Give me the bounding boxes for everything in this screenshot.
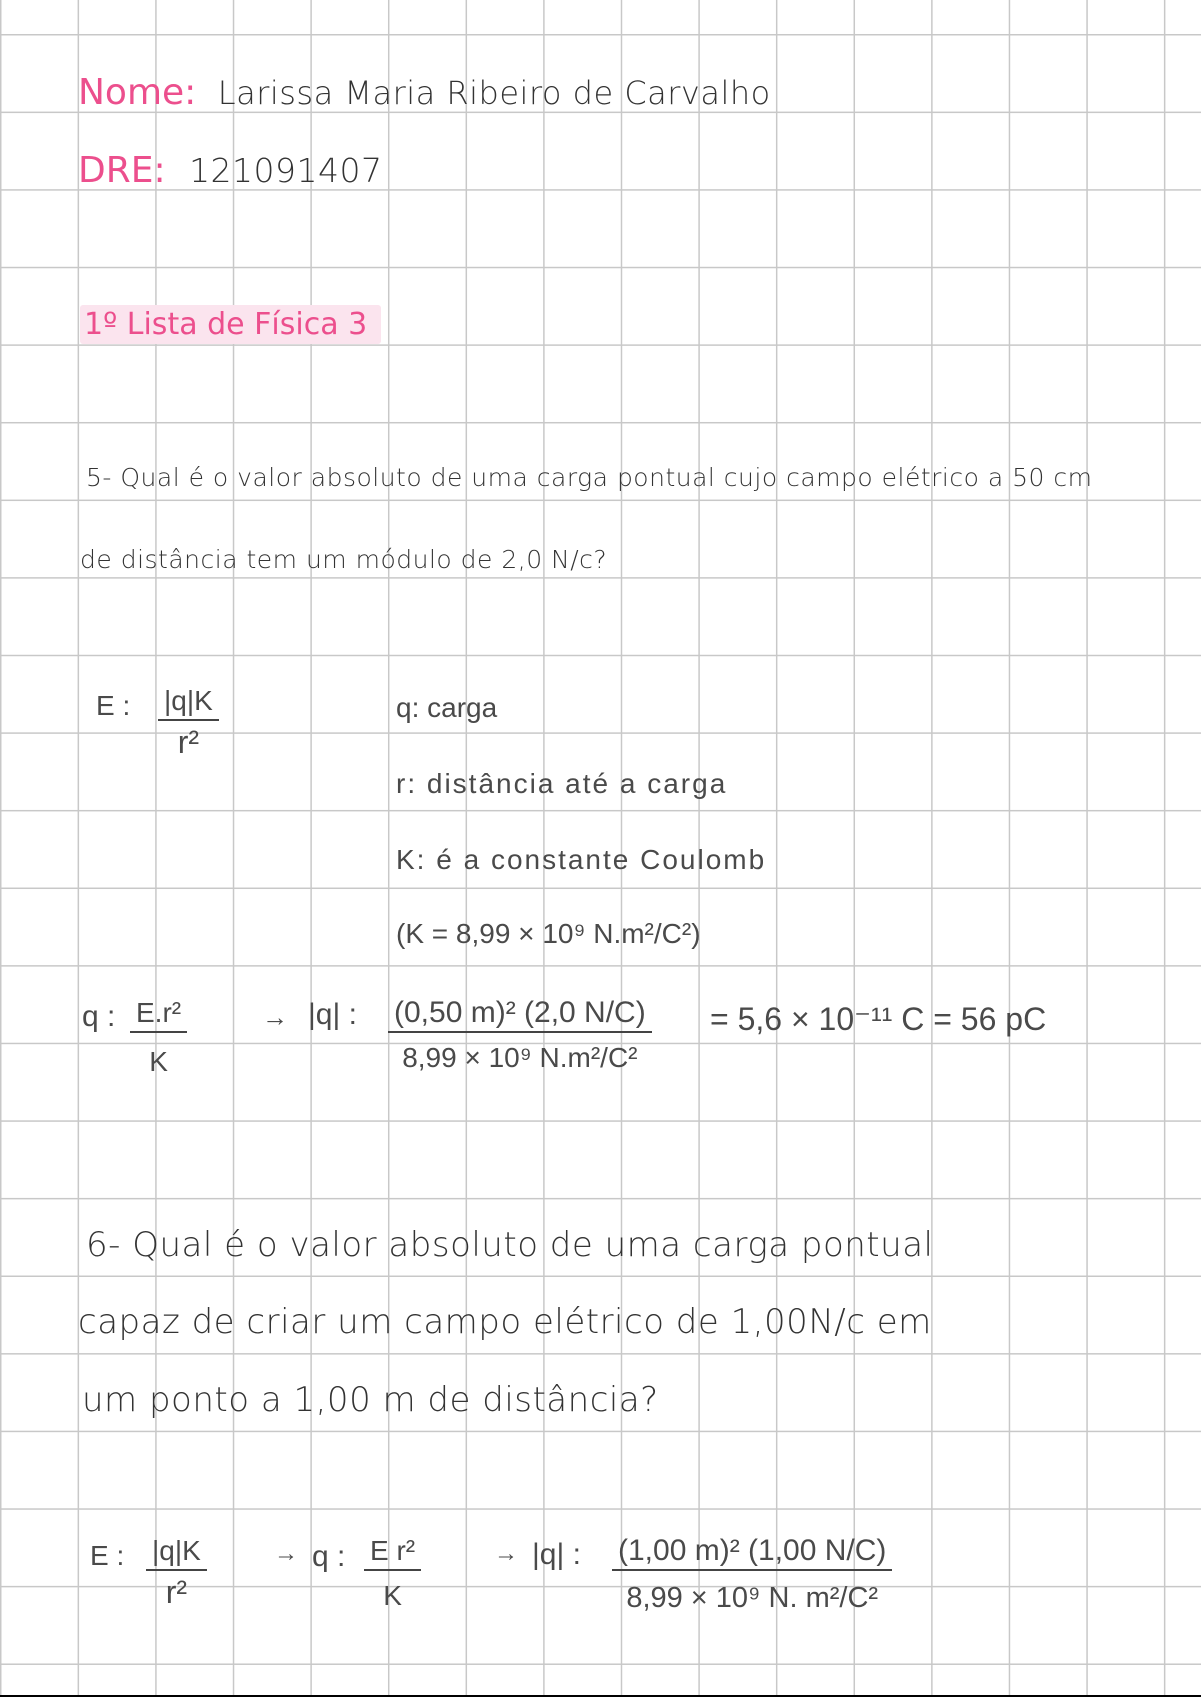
q5-formula-numerator: |q|K (158, 686, 219, 721)
q6-arrow-1: → (274, 1540, 298, 1567)
q5-calc-fraction (388, 996, 652, 1074)
q6-statement-line3: um ponto a 1,00 m de distância? (82, 1380, 659, 1420)
q5-legend-k-value: (K = 8,99 × 10⁹ N.m²/C²) (396, 918, 701, 949)
student-name: Larissa Maria Ribeiro de Carvalho (217, 74, 771, 112)
q6-statement-line1: 6- Qual é o valor absoluto de uma carga pontual (86, 1225, 934, 1265)
q5-calc-denominator: 8,99 × 10⁹ N.m²/C² (402, 1042, 638, 1073)
q5-statement-line1: 5- Qual é o valor absoluto de uma carga pontual cujo campo elétrico a 50 cm (86, 463, 1093, 492)
q5-calc-numerator: (0,50 m)² (2,0 N/C) (388, 996, 652, 1033)
list-title (80, 307, 381, 342)
q6-solve-numerator: E r² (364, 1536, 421, 1571)
q5-arrow: → (262, 1002, 288, 1032)
q6-statement-line2: capaz de criar um campo elétrico de 1,00N/c em (78, 1302, 932, 1342)
dre-number: 121091407 (189, 151, 383, 190)
q5-solve-fraction (130, 998, 187, 1078)
q6-arrow-2: → (494, 1540, 518, 1567)
list-title-text: 1º Lista de Física 3 (80, 305, 381, 344)
q6-formula-fraction (146, 1536, 207, 1610)
q6-solve-denominator: K (383, 1579, 402, 1611)
q5-solve-denominator: K (149, 1045, 168, 1077)
q5-solve-numerator: E.r² (130, 998, 187, 1033)
q6-calc-numerator: (1,00 m)² (1,00 N/C) (612, 1534, 892, 1571)
q5-formula-fraction (158, 686, 219, 760)
name-label: Nome: (78, 72, 197, 113)
q6-solve-lhs: q : (312, 1540, 346, 1573)
q5-solve-lhs: q : (82, 1000, 116, 1033)
q5-statement-line2: de distância tem um módulo de 2,0 N/c? (80, 545, 608, 574)
q6-formula-numerator: |q|K (146, 1536, 207, 1571)
q5-abs-q: |q| : (308, 998, 357, 1031)
q5-legend-q: q: carga (396, 692, 498, 723)
q5-result: = 5,6 × 10⁻¹¹ C = 56 pC (710, 1001, 1047, 1037)
q6-calc-denominator: 8,99 × 10⁹ N. m²/C² (626, 1582, 879, 1614)
dre-line (78, 150, 383, 191)
q6-calc-fraction (612, 1534, 892, 1615)
q5-formula-lhs: E : (96, 690, 131, 721)
q5-legend-r: r: distância até a carga (396, 768, 728, 799)
q5-legend-k: K: é a constante Coulomb (396, 844, 767, 875)
dre-label: DRE: (78, 150, 166, 191)
q6-formula-lhs: E : (90, 1540, 125, 1571)
q6-formula-denominator: r² (165, 1573, 188, 1610)
q6-abs-q: |q| : (532, 1538, 581, 1571)
name-line (78, 72, 771, 113)
q6-solve-fraction (364, 1536, 421, 1612)
q5-formula-denominator: r² (177, 723, 200, 760)
